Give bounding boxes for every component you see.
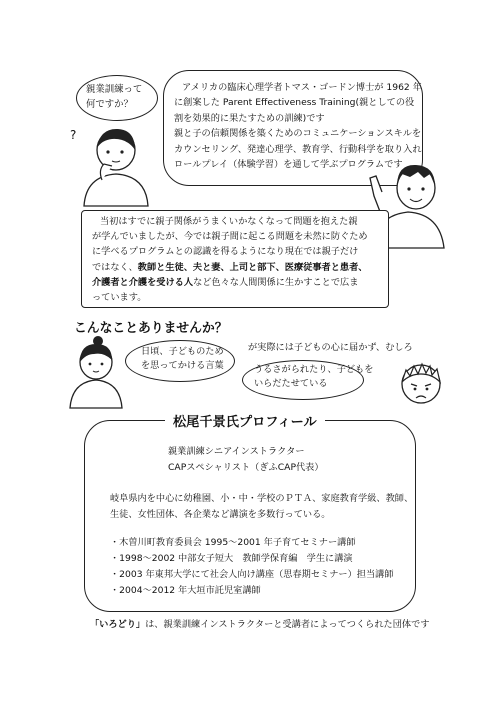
footer-note: 「いろどり」は、親業訓練インストラクターと受講者によってつくられた団体です — [90, 619, 430, 630]
profile-history — [110, 535, 394, 599]
question-text: 親業訓練って 何ですか？ — [86, 84, 143, 110]
history-item: ・2004～2012 年大垣市託児室講師 — [110, 585, 261, 596]
footer-group-name: 「いろどり」 — [90, 619, 146, 630]
section-heading: こんなことありませんか？ — [74, 321, 228, 336]
mother-bubble-text: 日頃、子どものため を思ってかける言葉 — [141, 346, 224, 372]
answer-text: アメリカの臨床心理学者トマス・ゴードン博士が 1962 年 に創案した Parent Effectiveness Training(親としての役 割を効果的に果たすための訓練)です 親と子の信頼関係を築くためのコミュニケーションスキルを カウンセリング、発達心理学、教育学、行動科学を取り入れ ロールプレイ（体験学習）を通して学ぶプログラムです — [174, 82, 422, 171]
question-mark: ? — [70, 128, 77, 142]
profile-summary: 岐阜県内を中心に幼稚園、小・中・学校のＰＴＡ、家庭教育学級、教師、 生徒、女性団体、各企業など講演を多数行っている。 — [110, 493, 414, 520]
child-bubble-text: うるさがられたり、子どもを いらだたせている — [254, 364, 374, 390]
upset-child-illustration — [396, 358, 446, 408]
profile-title: 松尾千景氏プロフィール — [165, 411, 325, 430]
connector-text: が実際には子どもの心に届かず、むしろ — [248, 342, 413, 353]
mother-illustration — [64, 338, 126, 408]
history-item: ・1998～2002 中部女子短大 教師学保育編 学生に講演 — [110, 553, 353, 564]
history-item: ・木曽川町教育委員会 1995～2001 年子育てセミナー講師 — [110, 537, 356, 548]
explanation-text: 当初はすでに親子関係がうまくいかなくなって問題を抱えた親 が学んでいましたが、今では親子間に起こる問題を未然に防ぐため に学べるプログラムとの認識を得るようになり現在では親子だけ ではなく、教師と生徒、夫と妻、上司と部下、医療従事者と患者、 介護者と介護を受ける人など色々な人間関係に生かすことで広ま っています。 — [92, 216, 368, 304]
thinking-woman-illustration — [72, 120, 158, 206]
history-item: ・2003 年東邦大学にて社会人向け講座（思春期セミナー）担当講師 — [110, 569, 394, 580]
profile-roles: 親業訓練シニアインストラクター CAPスペシャリスト（ぎふCAP代表） — [168, 446, 324, 473]
